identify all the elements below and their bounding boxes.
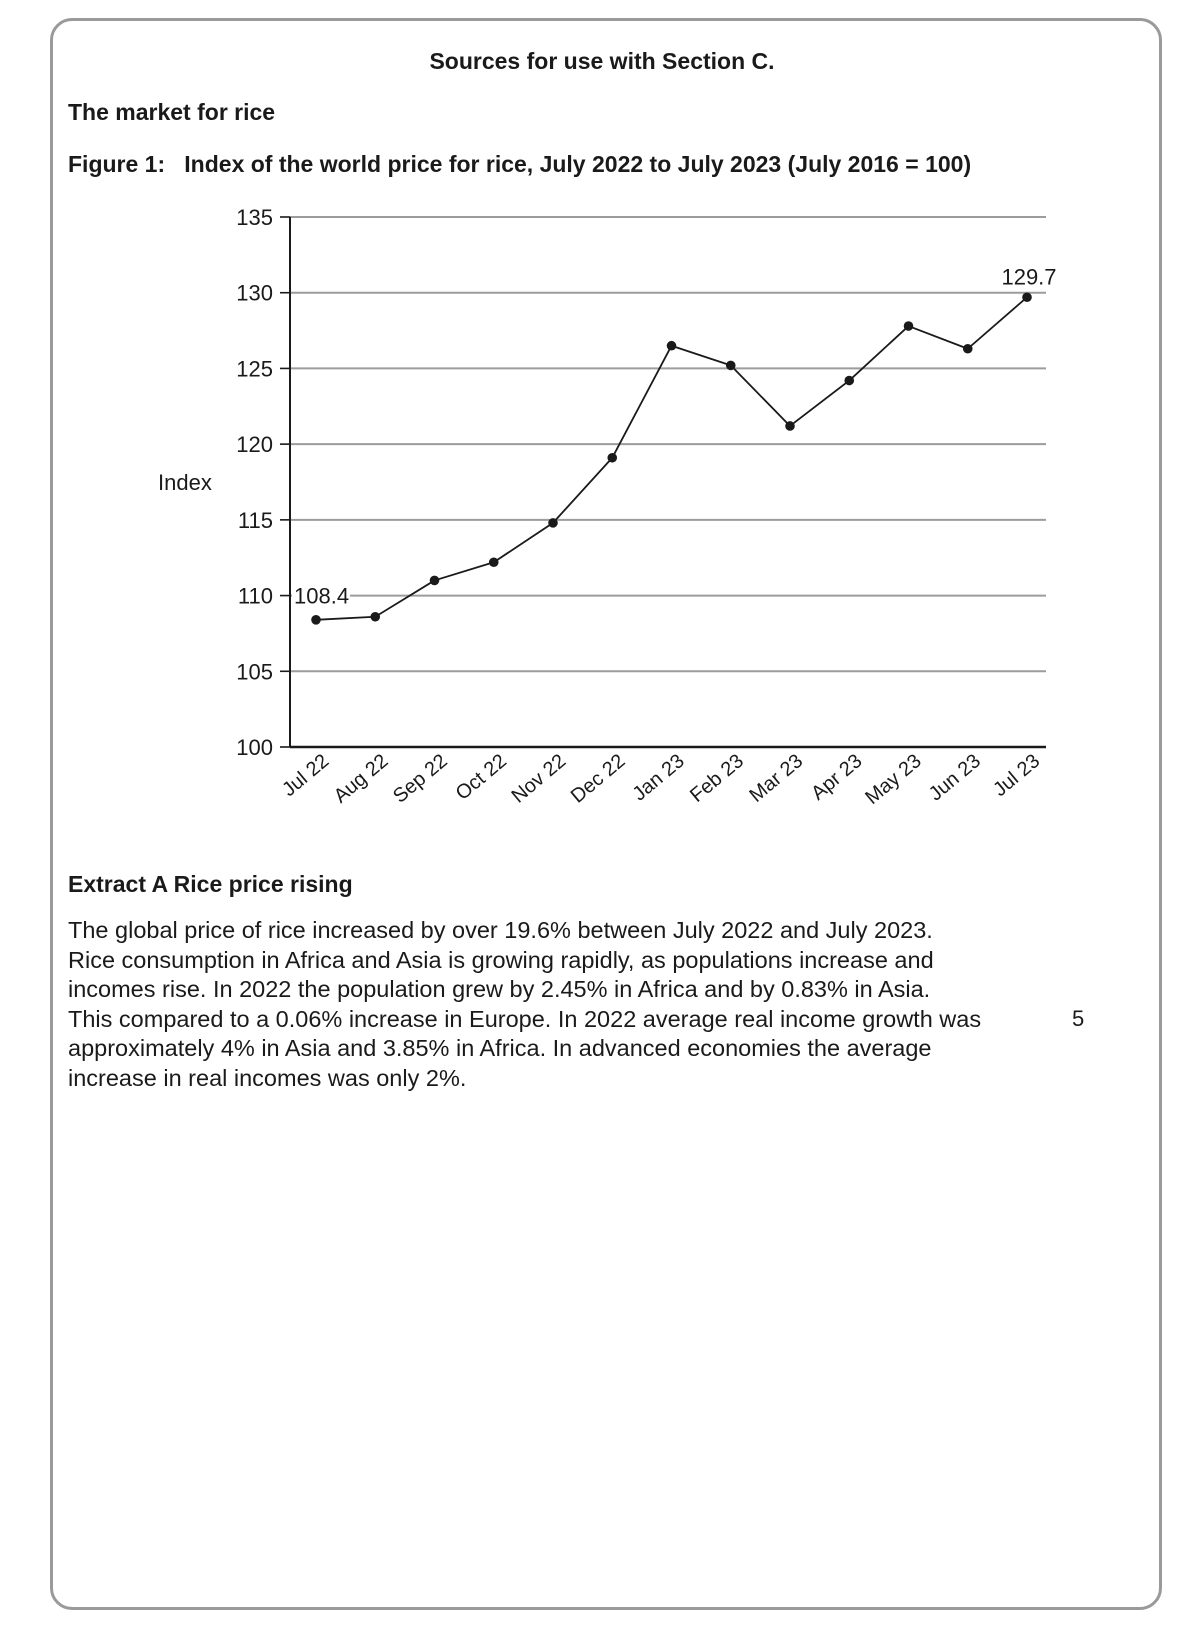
extract-line: incomes rise. In 2022 the population grew by 2.45% in Africa and by 0.83% in Asia. xyxy=(68,976,931,1002)
x-tick-label: Dec 22 xyxy=(566,749,630,808)
y-axis-label: Index xyxy=(158,470,212,495)
x-tick-label: Sep 22 xyxy=(389,749,452,808)
x-tick-label: Jul 23 xyxy=(989,749,1045,802)
data-point xyxy=(489,557,499,567)
figure-caption: Figure 1: Index of the world price for rice, July 2022 to July 2023 (July 2016 = 100) xyxy=(68,151,972,177)
data-point xyxy=(311,615,321,625)
data-point xyxy=(726,361,736,371)
y-tick-label: 125 xyxy=(236,356,273,382)
section-title: The market for rice xyxy=(68,99,276,125)
extract-body xyxy=(68,916,988,1093)
y-tick-label: 105 xyxy=(236,659,273,685)
y-tick-label: 115 xyxy=(237,507,273,533)
x-tick-label: Jan 23 xyxy=(628,749,689,806)
data-label: 129.7 xyxy=(1001,264,1057,290)
x-tick-label: Jul 22 xyxy=(278,749,334,802)
x-tick-label: Apr 23 xyxy=(807,749,867,805)
data-point xyxy=(844,376,854,386)
y-tick-label: 130 xyxy=(236,280,273,306)
x-tick-label: Feb 23 xyxy=(686,749,748,807)
data-point xyxy=(785,421,795,431)
data-point xyxy=(370,612,380,622)
extract-line: approximately 4% in Asia and 3.85% in Africa. In advanced economies the average xyxy=(68,1035,932,1061)
x-tick-label: Aug 22 xyxy=(329,749,393,808)
extract-line: The global price of rice increased by over 19.6% between July 2022 and July 2023. xyxy=(68,917,933,943)
rice-price-chart xyxy=(0,195,1204,835)
y-tick-label: 120 xyxy=(236,432,273,458)
extract-line: This compared to a 0.06% increase in Europe. In 2022 average real income growth was xyxy=(68,1005,982,1032)
extract-line: increase in real incomes was only 2%. xyxy=(68,1064,467,1091)
data-point xyxy=(963,344,973,354)
y-tick-label: 100 xyxy=(236,735,273,760)
x-tick-label: May 23 xyxy=(861,749,926,809)
x-tick-label: Jun 23 xyxy=(924,749,985,806)
extract-title: Extract A Rice price rising xyxy=(68,871,353,897)
y-tick-label: 110 xyxy=(237,583,273,609)
x-tick-label: Mar 23 xyxy=(745,749,808,807)
extract-line: Rice consumption in Africa and Asia is growing rapidly, as populations increase and xyxy=(68,946,934,973)
data-point xyxy=(430,576,440,586)
data-point xyxy=(607,453,617,463)
data-label: 108.4 xyxy=(294,583,350,609)
data-point xyxy=(904,321,914,331)
data-point xyxy=(667,341,677,351)
data-point xyxy=(548,518,558,528)
line-number: 5 xyxy=(1072,1006,1085,1031)
x-tick-label: Oct 22 xyxy=(451,749,511,805)
page-title: Sources for use with Section C. xyxy=(429,48,775,74)
x-tick-label: Nov 22 xyxy=(507,749,571,808)
data-point xyxy=(1022,292,1032,302)
y-tick-label: 135 xyxy=(236,205,273,230)
